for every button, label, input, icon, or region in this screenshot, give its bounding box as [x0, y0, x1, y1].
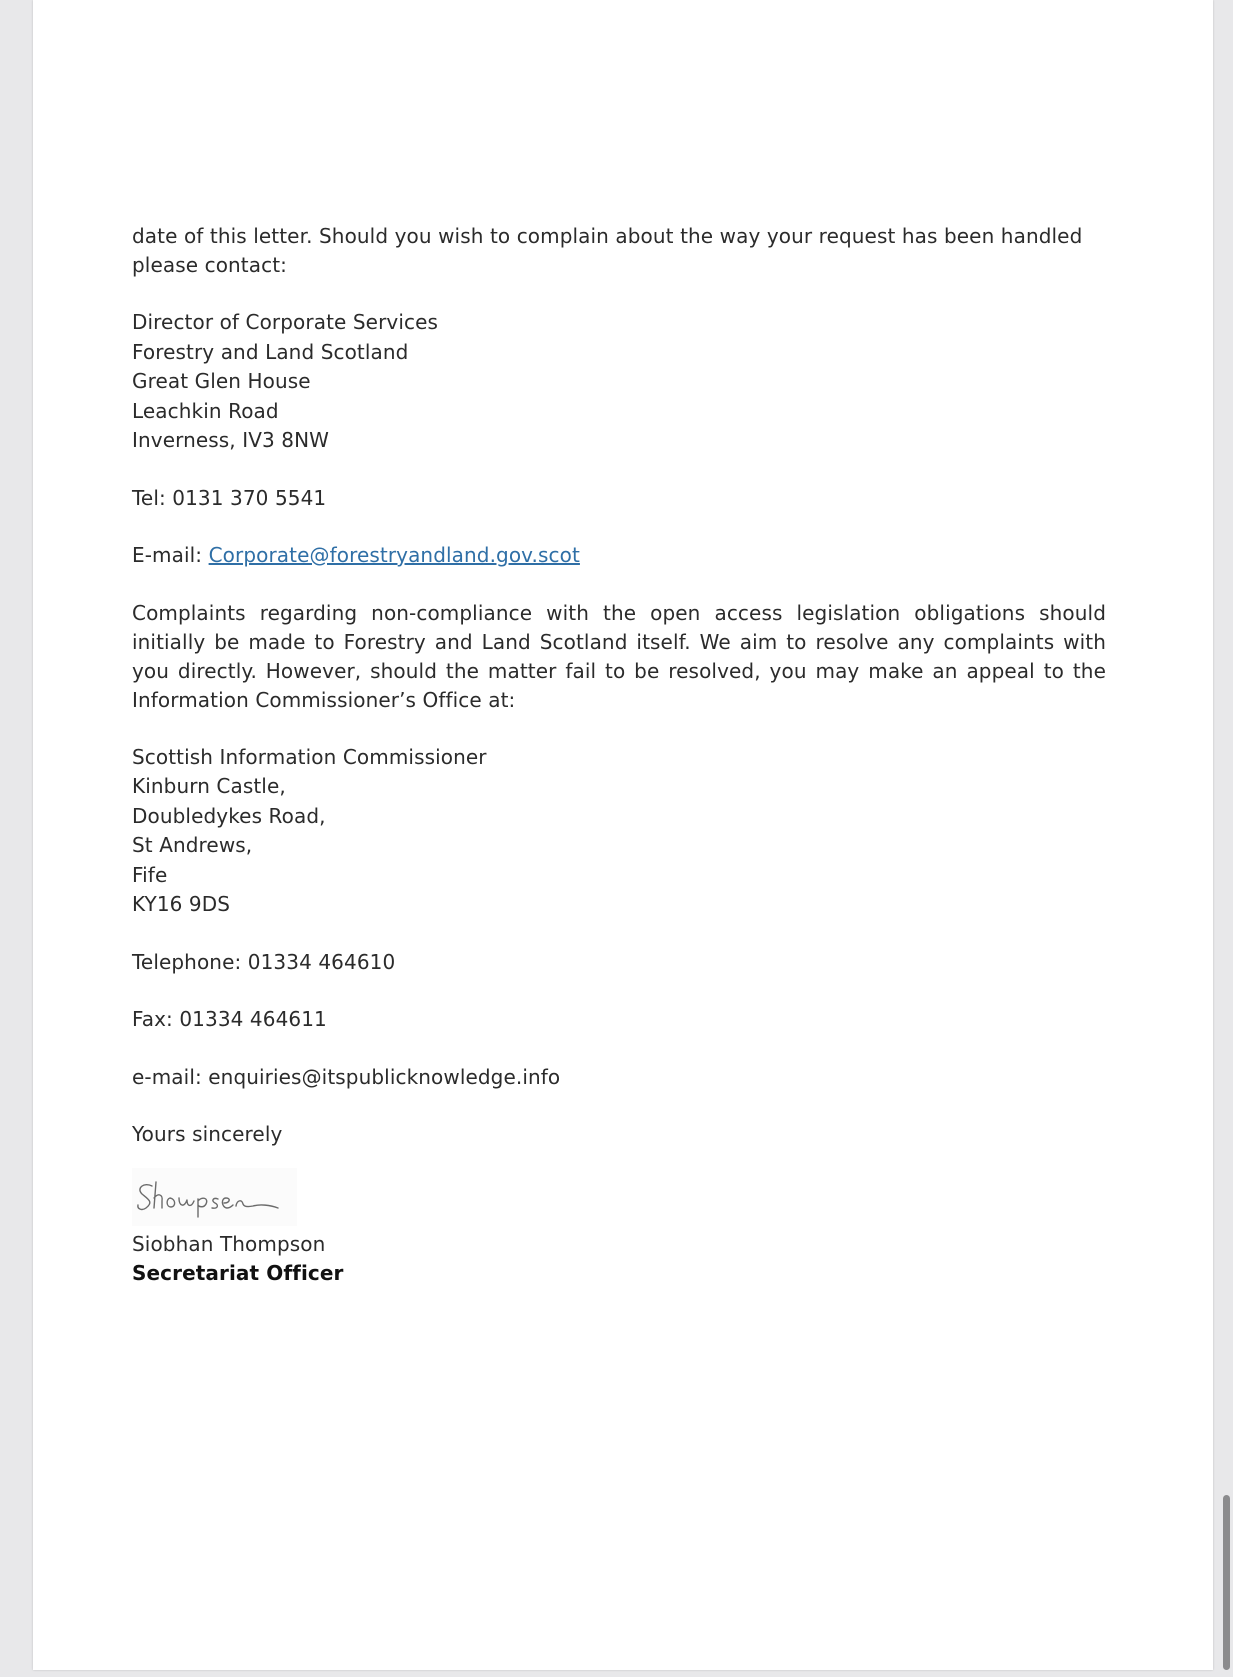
address-line: Great Glen House: [132, 369, 311, 393]
email2-text: e-mail: enquiries@itspublicknowledge.info: [132, 1064, 561, 1089]
address-line: KY16 9DS: [132, 892, 231, 916]
fax-text: Fax: 01334 464611: [132, 1007, 327, 1031]
tel-text: Tel: 0131 370 5541: [132, 485, 327, 510]
intro-paragraph: date of this letter. Should you wish to complain about the way your request has been handled please contact:: [132, 224, 1083, 277]
letter-body: [132, 222, 1106, 1288]
commissioner-address: [132, 743, 1106, 920]
handwritten-signature: [132, 1168, 297, 1226]
complaints-address: [132, 308, 1106, 456]
fax-line: [132, 1005, 1106, 1035]
email-line: [132, 541, 1106, 571]
corporate-email-link[interactable]: Corporate@forestryandland.gov.scot: [208, 543, 580, 567]
document-page: [33, 0, 1213, 1670]
vertical-scrollbar[interactable]: [1219, 0, 1233, 1677]
email-label: E-mail:: [132, 543, 209, 567]
email-row: [132, 541, 1106, 571]
address-line: St Andrews,: [132, 833, 253, 857]
address-line: Fife: [132, 862, 168, 887]
address-line: Director of Corporate Services: [132, 310, 439, 334]
tel-line: [132, 484, 1106, 514]
address-line: Inverness, IV3 8NW: [132, 428, 330, 452]
complaints-paragraph: Complaints regarding non-compliance with the open access legislation obligations should initially be made to Forestry and Land Scotland itself. We aim to resolve any complaints with you directly. However, should the matter fail to be resolved, you may make an appeal to the Information Commissioner’s Office at:: [132, 600, 1106, 712]
signature-image: [132, 1168, 297, 1226]
scrollbar-thumb[interactable]: [1223, 1495, 1230, 1670]
address-line: Doubledykes Road,: [132, 803, 326, 828]
address-line: Kinburn Castle,: [132, 774, 286, 798]
address-line: Leachkin Road: [132, 398, 279, 423]
signer-name: Siobhan Thompson: [132, 1231, 326, 1256]
address-line: Scottish Information Commissioner: [132, 744, 487, 769]
closing-line: [132, 1120, 1106, 1150]
closing-text: Yours sincerely: [132, 1122, 283, 1146]
address-line: Forestry and Land Scotland: [132, 339, 409, 364]
telephone-line: [132, 948, 1106, 978]
email2-line: [132, 1063, 1106, 1093]
telephone-text: Telephone: 01334 464610: [132, 949, 396, 974]
signer-title: Secretariat Officer: [132, 1260, 344, 1285]
